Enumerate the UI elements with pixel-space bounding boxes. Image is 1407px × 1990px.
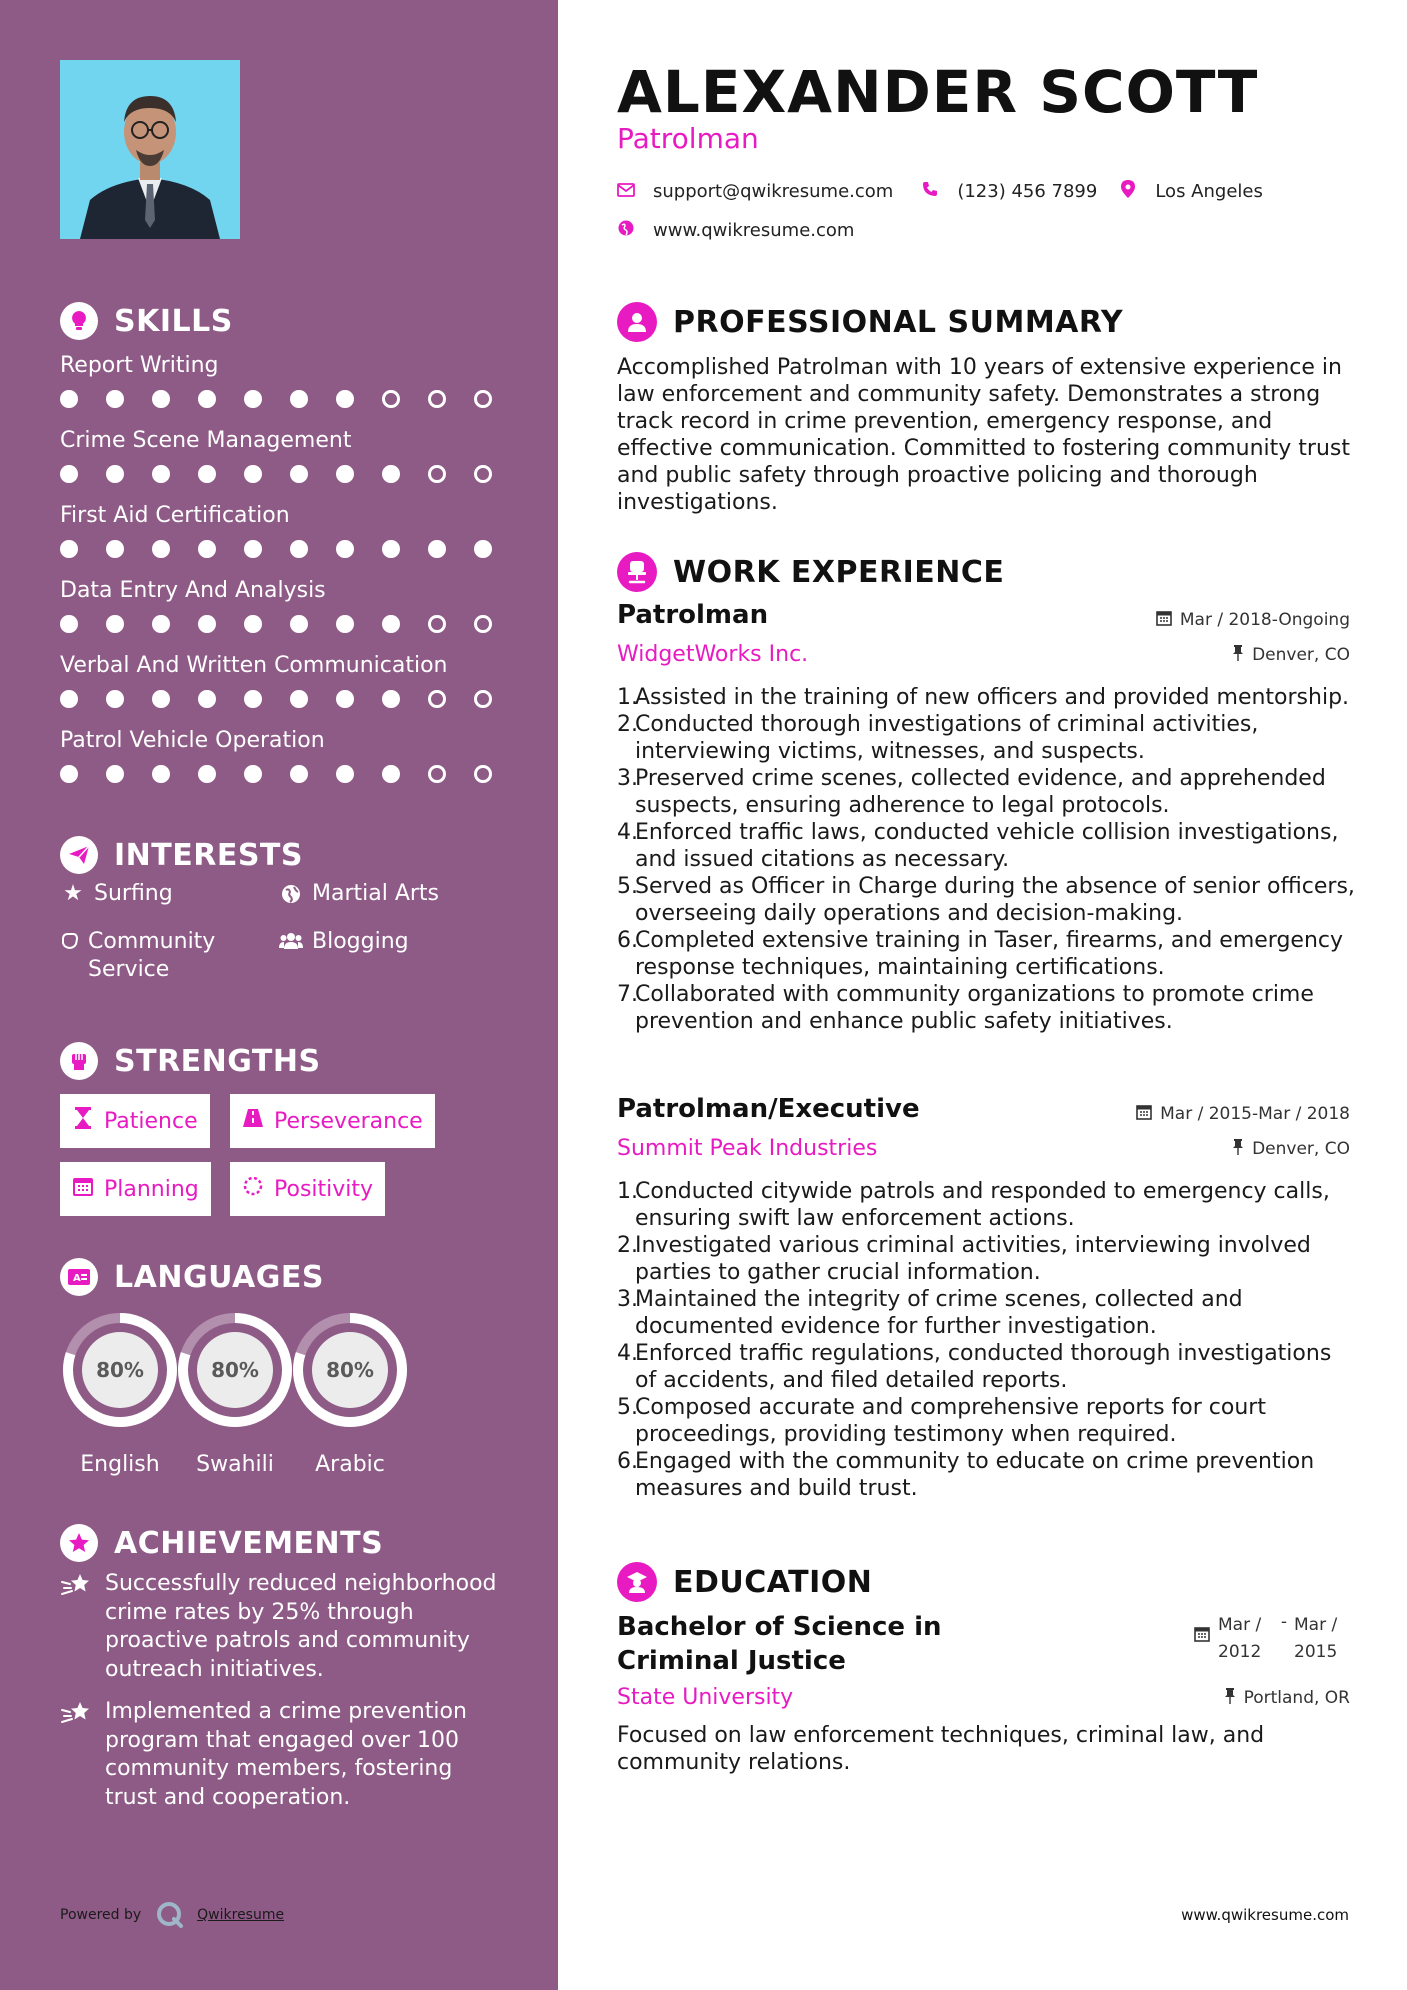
hand-icon — [60, 928, 80, 984]
skill-name: Data Entry And Analysis — [60, 578, 326, 603]
duty-item: Enforced traffic laws, conducted vehicle collision investigations, and issued citations as necessary. — [635, 820, 1339, 872]
svg-text:A: A — [73, 1273, 81, 1284]
footer-url[interactable]: www.qwikresume.com — [1181, 1906, 1349, 1924]
rating-dot-filled — [152, 690, 170, 708]
contact-row — [617, 180, 1263, 203]
skills-list — [60, 352, 520, 802]
website-row — [617, 220, 854, 241]
rating-dot-filled — [60, 390, 78, 408]
rating-dot-filled — [60, 765, 78, 783]
skill-rating — [60, 765, 520, 783]
achievement-item — [60, 1698, 505, 1812]
duty-item: Preserved crime scenes, collected evidence, and apprehended suspects, ensuring adherence to legal protocols. — [635, 766, 1326, 818]
interest-item — [60, 928, 250, 984]
graduate-icon — [617, 1562, 657, 1602]
powered-by-label: Powered by — [60, 1907, 142, 1923]
candidate-title: Patrolman — [617, 122, 759, 155]
language-item — [56, 1308, 184, 1477]
language-item — [171, 1308, 299, 1477]
job-dates — [1136, 1104, 1350, 1124]
skill-item — [60, 577, 520, 652]
rating-dot-filled — [152, 540, 170, 558]
rating-dot-filled — [60, 465, 78, 483]
rating-dot-filled — [198, 765, 216, 783]
users-icon — [278, 928, 304, 959]
rating-dot-filled — [290, 765, 308, 783]
language-progress-ring — [173, 1308, 297, 1432]
education-dates: Mar / 2012 - Mar / 2015 — [1194, 1612, 1350, 1666]
road-icon — [242, 1108, 264, 1134]
duty-item: Investigated various criminal activities, interviewing involved parties to gather crucial information. — [635, 1233, 1311, 1285]
rating-dot-filled — [106, 690, 124, 708]
circle-notch-icon — [242, 1175, 264, 1203]
skill-rating — [60, 615, 520, 633]
rating-dot-filled — [244, 765, 262, 783]
office-chair-icon — [617, 552, 657, 592]
skill-name: Report Writing — [60, 353, 219, 378]
skill-rating — [60, 465, 520, 483]
skill-rating — [60, 540, 520, 558]
hourglass-icon — [72, 1107, 94, 1135]
skill-item — [60, 652, 520, 727]
achievements-heading — [60, 1524, 383, 1562]
rating-dot-filled — [152, 765, 170, 783]
language-item — [286, 1308, 414, 1477]
degree: Bachelor of Science in Criminal Justice — [617, 1612, 942, 1676]
rating-dot-filled — [382, 465, 400, 483]
skill-name: First Aid Certification — [60, 503, 290, 528]
pushpin-icon — [1232, 645, 1244, 665]
rating-dot-filled — [336, 465, 354, 483]
rating-dot-filled — [60, 540, 78, 558]
summary-heading — [617, 302, 1123, 342]
rating-dot-filled — [106, 615, 124, 633]
experience-heading — [617, 552, 1004, 592]
duty-item: Maintained the integrity of crime scenes, collected and documented evidence for further investigation. — [635, 1287, 1243, 1339]
rating-dot-empty — [428, 765, 446, 783]
rating-dot-empty — [474, 615, 492, 633]
fist-icon — [60, 1042, 98, 1080]
job-role: Patrolman/Executive — [617, 1094, 920, 1124]
strengths-heading — [60, 1042, 321, 1080]
rating-dot-empty — [474, 765, 492, 783]
strength-tag — [60, 1094, 210, 1148]
job-company: WidgetWorks Inc. — [617, 642, 809, 667]
language-percent: 80% — [326, 1358, 374, 1382]
summary-title: PROFESSIONAL SUMMARY — [673, 304, 1124, 340]
education-location-text: Portland, OR — [1243, 1688, 1350, 1708]
rating-dot-filled — [152, 615, 170, 633]
rating-dot-filled — [198, 690, 216, 708]
envelope-icon — [617, 182, 635, 202]
website[interactable]: www.qwikresume.com — [653, 220, 855, 241]
achievement-item — [60, 1570, 505, 1684]
interest-item — [278, 928, 409, 959]
achievement-text: Successfully reduced neighborhood crime rates by 25% through proactive patrols and community outreach initiatives. — [105, 1571, 497, 1682]
language-percent: 80% — [96, 1358, 144, 1382]
rating-dot-filled — [382, 540, 400, 558]
strength-tag — [230, 1094, 435, 1148]
candidate-name: ALEXANDER SCOTT — [617, 58, 1259, 126]
school: State University — [617, 1685, 794, 1710]
interests-heading — [60, 836, 303, 874]
experience-title: WORK EXPERIENCE — [673, 554, 1005, 590]
language-icon — [60, 1258, 98, 1296]
strength-tag — [60, 1162, 211, 1216]
phone-icon — [921, 181, 939, 202]
language-progress-ring — [58, 1308, 182, 1432]
sidebar — [0, 0, 558, 1990]
interests-title: INTERESTS — [114, 837, 303, 873]
rating-dot-filled — [382, 615, 400, 633]
powered-by — [60, 1900, 284, 1930]
interest-label: Community Service — [88, 929, 216, 982]
location: Los Angeles — [1155, 181, 1263, 202]
job-duties — [617, 684, 1357, 1035]
duty-item: Served as Officer in Charge during the absence of senior officers, overseeing daily operations and decision-making. — [635, 874, 1355, 926]
interest-label: Martial Arts — [312, 881, 440, 906]
rating-dot-filled — [106, 465, 124, 483]
language-name: English — [80, 1452, 160, 1477]
duty-item: Assisted in the training of new officers and provided mentorship. — [635, 685, 1350, 710]
rating-dot-filled — [336, 615, 354, 633]
language-name: Arabic — [315, 1452, 385, 1477]
duty-item: Completed extensive training in Taser, firearms, and emergency response techniques, maintaining certifications. — [635, 928, 1344, 980]
rating-dot-empty — [474, 390, 492, 408]
skills-heading — [60, 302, 233, 340]
interest-label: Blogging — [312, 929, 409, 954]
paper-plane-icon — [60, 836, 98, 874]
languages-heading — [60, 1258, 324, 1296]
user-icon — [617, 302, 657, 342]
rating-dot-filled — [244, 540, 262, 558]
job-location-text: Denver, CO — [1252, 645, 1350, 665]
rating-dot-filled — [336, 540, 354, 558]
rating-dot-filled — [198, 465, 216, 483]
skill-item — [60, 427, 520, 502]
rating-dot-filled — [152, 465, 170, 483]
shooting-star-icon — [60, 1570, 96, 1684]
rating-dot-empty — [474, 690, 492, 708]
rating-dot-filled — [198, 390, 216, 408]
rating-dot-empty — [474, 465, 492, 483]
duty-item: Collaborated with community organizations to promote crime prevention and enhance public safety initiatives. — [635, 982, 1314, 1034]
languages-title: LANGUAGES — [114, 1259, 324, 1295]
skill-rating — [60, 390, 520, 408]
calendar-icon — [1194, 1626, 1210, 1646]
skills-title: SKILLS — [114, 303, 233, 339]
language-name: Swahili — [196, 1452, 274, 1477]
globe-icon — [617, 220, 635, 241]
duty-item: Engaged with the community to educate on crime prevention measures and build trust. — [635, 1449, 1315, 1501]
job-dates-text: Mar / 2018-Ongoing — [1179, 610, 1350, 630]
calendar-icon — [1136, 1104, 1152, 1124]
language-progress-ring — [288, 1308, 412, 1432]
job-dates — [1156, 610, 1350, 630]
skill-item — [60, 502, 520, 577]
education-end: Mar / 2015 — [1294, 1615, 1338, 1662]
strength-label: Positivity — [274, 1176, 374, 1202]
rating-dot-filled — [244, 465, 262, 483]
strengths-title: STRENGTHS — [114, 1043, 321, 1079]
rating-dot-filled — [336, 765, 354, 783]
lightbulb-icon — [60, 302, 98, 340]
globe-icon — [278, 880, 304, 912]
rating-dot-filled — [382, 765, 400, 783]
skill-name: Verbal And Written Communication — [60, 653, 448, 678]
calendar-icon — [72, 1176, 94, 1202]
star-icon: ★ — [63, 881, 83, 906]
star-badge-icon — [60, 1524, 98, 1562]
profile-photo — [60, 60, 240, 239]
job-role: Patrolman — [617, 600, 769, 630]
education-location — [1224, 1688, 1350, 1708]
education-start: Mar / 2012 — [1218, 1615, 1262, 1662]
job-duties — [617, 1178, 1357, 1502]
strength-label: Patience — [104, 1108, 198, 1134]
rating-dot-filled — [198, 540, 216, 558]
rating-dot-filled — [106, 765, 124, 783]
qwikresume-link[interactable]: Qwikresume — [197, 1907, 285, 1923]
rating-dot-filled — [198, 615, 216, 633]
calendar-icon — [1156, 610, 1172, 630]
rating-dot-empty — [428, 390, 446, 408]
rating-dot-filled — [382, 690, 400, 708]
job-location — [1232, 645, 1350, 665]
rating-dot-filled — [106, 390, 124, 408]
rating-dot-filled — [244, 615, 262, 633]
achievement-text: Implemented a crime prevention program that engaged over 100 community members, fostering trust and cooperation. — [105, 1699, 467, 1810]
job-location-text: Denver, CO — [1252, 1139, 1350, 1159]
education-heading — [617, 1562, 872, 1602]
email[interactable]: support@qwikresume.com — [653, 181, 894, 202]
interest-label: Surfing — [94, 881, 173, 906]
rating-dot-filled — [152, 390, 170, 408]
duty-item: Conducted citywide patrols and responded to emergency calls, ensuring swift law enforcement actions. — [635, 1179, 1330, 1231]
rating-dot-empty — [428, 690, 446, 708]
qwikresume-logo-icon — [155, 1900, 185, 1930]
pushpin-icon — [1232, 1139, 1244, 1159]
interest-item — [278, 880, 439, 912]
phone[interactable]: (123) 456 7899 — [957, 181, 1098, 202]
language-percent: 80% — [211, 1358, 259, 1382]
skill-rating — [60, 690, 520, 708]
map-pin-icon — [1119, 180, 1137, 203]
rating-dot-filled — [106, 540, 124, 558]
rating-dot-filled — [428, 540, 446, 558]
rating-dot-filled — [60, 690, 78, 708]
strength-tag — [230, 1162, 385, 1216]
education-title: EDUCATION — [673, 1564, 873, 1600]
rating-dot-filled — [290, 615, 308, 633]
strength-label: Perseverance — [274, 1108, 423, 1134]
rating-dot-filled — [290, 465, 308, 483]
interest-item — [60, 880, 173, 908]
rating-dot-filled — [290, 690, 308, 708]
summary-text: Accomplished Patrolman with 10 years of extensive experience in law enforcement and community safety. Demonstrates a strong track record in crime prevention, emergency response, and effective communication. Committed to fostering community trust and public safety through proactive policing and thorough investigations. — [617, 355, 1350, 515]
shooting-star-icon — [60, 1698, 96, 1812]
rating-dot-filled — [244, 690, 262, 708]
rating-dot-filled — [244, 390, 262, 408]
job-location — [1232, 1139, 1350, 1159]
education-description: Focused on law enforcement techniques, criminal law, and community relations. — [617, 1723, 1265, 1775]
job-company: Summit Peak Industries — [617, 1136, 878, 1161]
rating-dot-filled — [336, 690, 354, 708]
skill-name: Crime Scene Management — [60, 428, 352, 453]
rating-dot-filled — [290, 390, 308, 408]
rating-dot-empty — [428, 465, 446, 483]
duty-item: Composed accurate and comprehensive reports for court proceedings, providing testimony when required. — [635, 1395, 1266, 1447]
job-dates-text: Mar / 2015-Mar / 2018 — [1160, 1104, 1350, 1124]
rating-dot-filled — [290, 540, 308, 558]
strength-label: Planning — [104, 1176, 199, 1202]
rating-dot-filled — [336, 390, 354, 408]
skill-name: Patrol Vehicle Operation — [60, 728, 325, 753]
duty-item: Enforced traffic regulations, conducted thorough investigations of accidents, and filed detailed reports. — [635, 1341, 1332, 1393]
pushpin-icon — [1224, 1688, 1236, 1708]
rating-dot-filled — [60, 615, 78, 633]
skill-item — [60, 727, 520, 802]
rating-dot-filled — [474, 540, 492, 558]
rating-dot-empty — [428, 615, 446, 633]
skill-item — [60, 352, 520, 427]
duty-item: Conducted thorough investigations of criminal activities, interviewing victims, witnesses, and suspects. — [635, 712, 1259, 764]
achievements-title: ACHIEVEMENTS — [114, 1525, 384, 1561]
rating-dot-empty — [382, 390, 400, 408]
